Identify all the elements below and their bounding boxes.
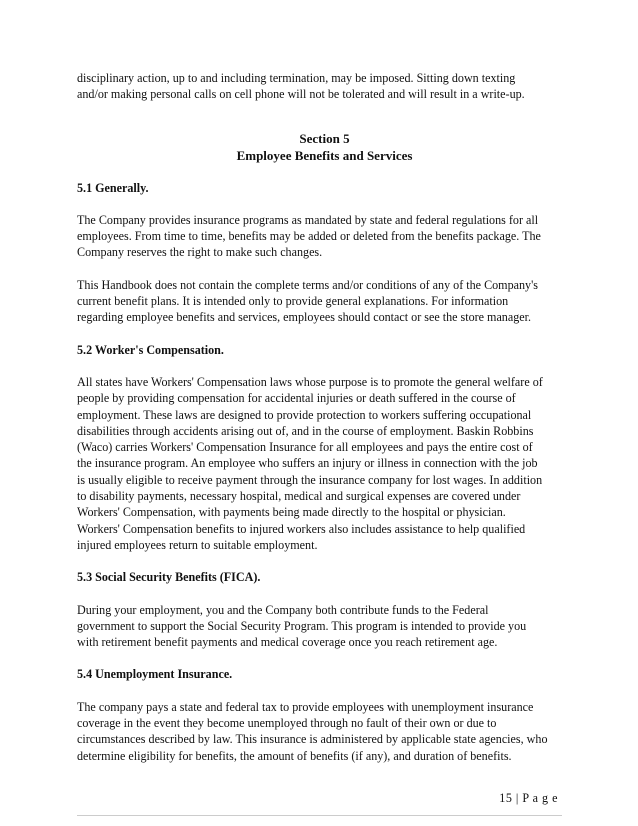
heading-5-2: 5.2 Worker's Compensation. [77, 342, 224, 357]
text-line: disciplinary action, up to and including termination, may be imposed. Sitting down texting [77, 71, 516, 85]
text-line: employment. These laws are designed to provide protection to workers suffering occupational [77, 407, 532, 422]
text-line: All states have Workers' Compensation laws whose purpose is to promote the general welfare of [77, 374, 543, 389]
footer-divider [77, 815, 562, 816]
text-line: people by providing compensation for accidental injuries or death suffered in the course of [77, 391, 516, 406]
text-line: to disability payments, necessary hospital, medical and surgical expenses are covered under [77, 489, 521, 504]
text-line: coverage in the event they become unemployed through no fault of their own or due to [77, 716, 497, 731]
paragraph-5-1-b [77, 277, 572, 326]
text-line: and/or making personal calls on cell phone will not be tolerated and will result in a write-up. [77, 87, 525, 102]
text-line: regarding employee benefits and services, employees should contact or see the store manager. [77, 310, 532, 325]
text-line: The Company provides insurance programs as mandated by state and federal regulations for all [77, 212, 539, 227]
text-line: This Handbook does not contain the complete terms and/or conditions of any of the Company's [77, 277, 538, 292]
paragraph-5-3 [77, 602, 572, 651]
heading-5-3: 5.3 Social Security Benefits (FICA). [77, 570, 261, 585]
text-line: During your employment, you and the Company both contribute funds to the Federal [77, 602, 489, 617]
paragraph-5-4 [77, 699, 572, 764]
text-line: employees. From time to time, benefits may be added or deleted from the benefits package. The [77, 229, 541, 244]
paragraph-5-2 [77, 374, 572, 553]
text-line: (Waco) carries Workers' Compensation Insurance for all employees and pays the entire cost of [77, 440, 533, 455]
section-heading [77, 130, 572, 164]
text-line: Workers' Compensation benefits to injured workers also includes assistance to help qualified [77, 521, 526, 536]
text-line: current benefit plans. It is intended only to provide general explanations. For information [77, 294, 509, 309]
section-subtitle: Employee Benefits and Services [236, 147, 413, 163]
text-line: government to support the Social Security Program. This program is intended to provide you [77, 618, 527, 633]
text-line: The company pays a state and federal tax to provide employees with unemployment insurance [77, 699, 534, 714]
heading-5-1: 5.1 Generally. [77, 180, 149, 195]
text-line: the insurance program. An employee who suffers an injury or illness in connection with the job [77, 456, 538, 471]
text-line: circumstances described by law. This insurance is administered by applicable state agencies, who [77, 732, 548, 747]
text-line: injured employees return to suitable employment. [77, 537, 318, 552]
section-title: Section 5 [299, 130, 350, 146]
text-line: disabilities through accidents arising out of, and in the course of employment. Baskin Robbins [77, 423, 534, 438]
text-line: determine eligibility for benefits, the amount of benefits (if any), and duration of benefits. [77, 748, 512, 763]
page-content [77, 70, 572, 764]
heading-5-4: 5.4 Unemployment Insurance. [77, 667, 233, 682]
page-number: 15 | P a g e [499, 791, 558, 805]
text-line: is usually eligible to receive payment through the insurance company for lost wages. In addition [77, 472, 543, 487]
text-line: Workers' Compensation, with payments being made directly to the hospital or physician. [77, 505, 506, 520]
paragraph-5-1-a [77, 212, 572, 261]
text-line: Company reserves the right to make such changes. [77, 245, 323, 260]
intro-paragraph [77, 70, 572, 103]
text-line: with retirement benefit payments and medical coverage once you reach retirement age. [77, 635, 498, 650]
